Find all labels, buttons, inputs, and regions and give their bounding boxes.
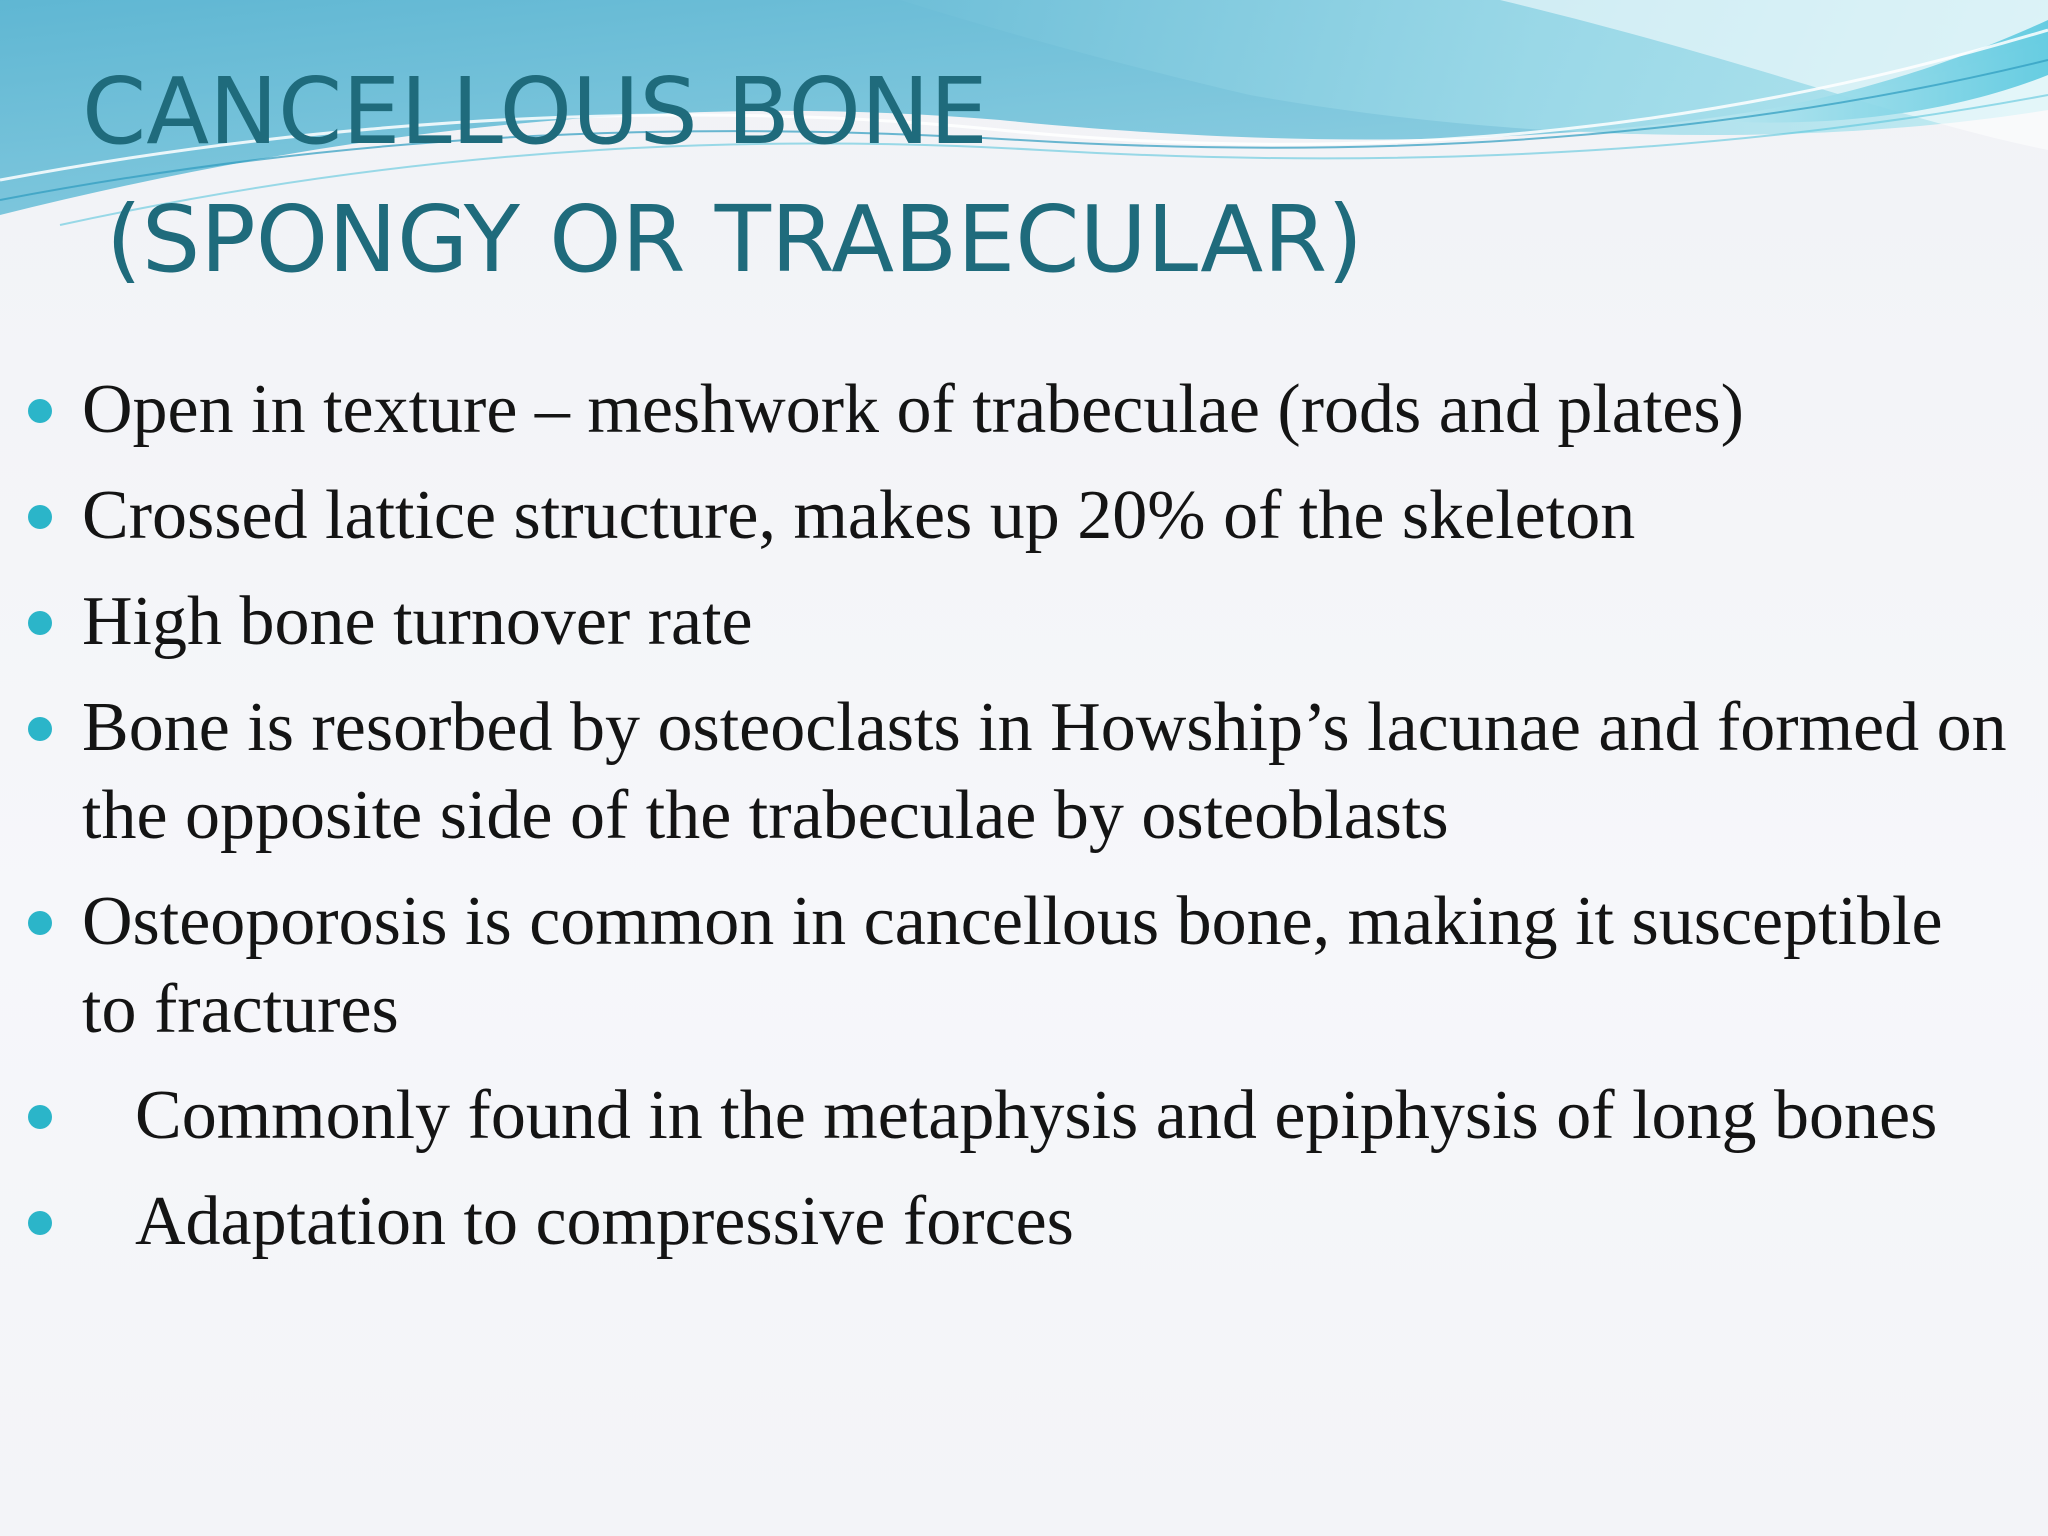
bullet-text: Adaptation to compressive forces xyxy=(135,1183,1074,1260)
bullet-text: Crossed lattice structure, makes up 20% of the skeleton xyxy=(82,477,1636,554)
slide-title xyxy=(82,48,1363,304)
bullet-item xyxy=(0,878,2012,1054)
title-line-1: CANCELLOUS BONE xyxy=(82,58,988,165)
bullet-dot-icon xyxy=(28,505,52,529)
bullet-dot-icon xyxy=(28,611,52,635)
bullet-dot-icon xyxy=(28,717,52,741)
bullet-dot-icon xyxy=(28,911,52,935)
bullet-item xyxy=(0,366,2012,454)
bullet-text: High bone turnover rate xyxy=(82,583,753,660)
bullet-dot-icon xyxy=(28,399,52,423)
bullet-text: Bone is resorbed by osteoclasts in Howship’s lacunae and formed on the opposite side of the trabeculae by osteoblasts xyxy=(82,689,2007,854)
bullet-text: Open in texture – meshwork of trabeculae (rods and plates) xyxy=(82,371,1744,448)
bullet-dot-icon xyxy=(28,1105,52,1129)
title-line-2: (SPONGY OR TRABECULAR) xyxy=(106,186,1364,293)
bullet-text: Commonly found in the metaphysis and epiphysis of long bones xyxy=(135,1077,1938,1154)
bullet-item xyxy=(0,472,2012,560)
bullet-text: Osteoporosis is common in cancellous bone, making it susceptible to fractures xyxy=(82,883,1943,1048)
bullet-item xyxy=(0,1178,2012,1266)
bullet-dot-icon xyxy=(28,1211,52,1235)
bullet-item xyxy=(0,684,2012,860)
bullet-item xyxy=(0,578,2012,666)
bullet-item xyxy=(0,1072,2012,1160)
bullet-list xyxy=(0,366,2048,1284)
